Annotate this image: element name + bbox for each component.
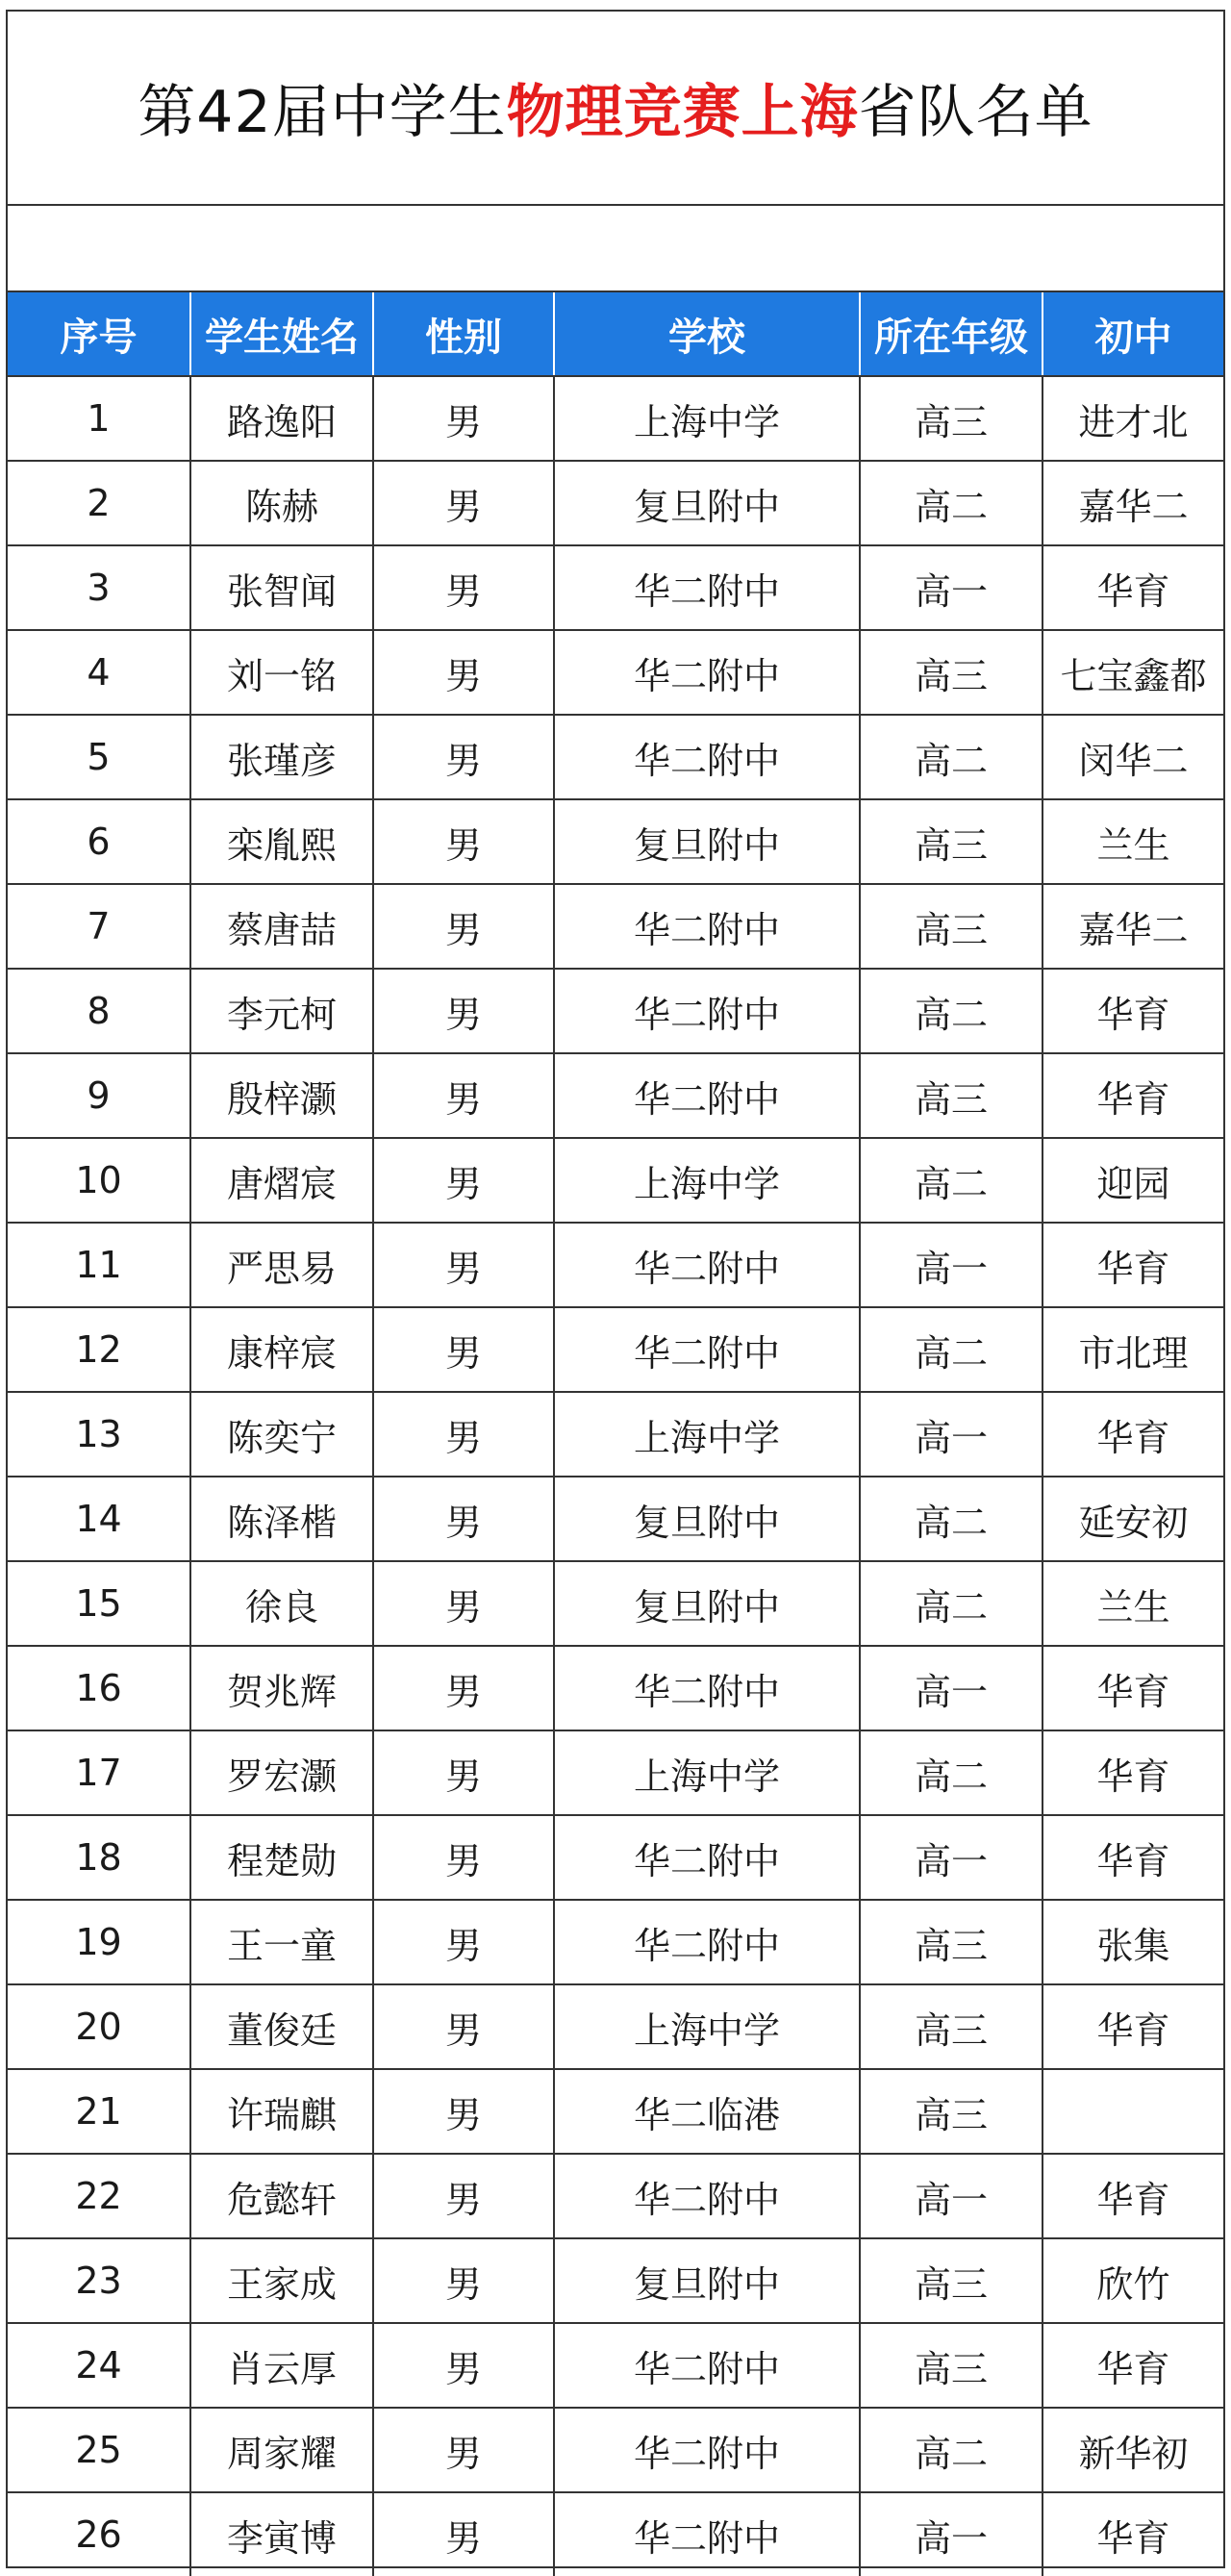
table-row (8, 1477, 1223, 1561)
cell-index: 16 (8, 1646, 190, 1730)
table-body (8, 376, 1223, 2576)
col-header-index: 序号 (8, 292, 190, 376)
table-row (8, 1561, 1223, 1646)
cell-grade: 高三 (860, 630, 1043, 715)
table-row (8, 715, 1223, 799)
cell-school: 华二附中 (554, 1307, 860, 1392)
cell-gender: 男 (373, 1646, 554, 1730)
table-row (8, 2323, 1223, 2408)
table-row (8, 630, 1223, 715)
cell-index: 8 (8, 969, 190, 1053)
cell-school: 复旦附中 (554, 1477, 860, 1561)
cell-index: 18 (8, 1815, 190, 1900)
cell-middle-school: 华育 (1043, 1730, 1223, 1815)
cell-grade: 高一 (860, 1392, 1043, 1477)
cell-middle-school: 华育 (1043, 1223, 1223, 1307)
cell-school: 华二附中 (554, 1900, 860, 1984)
table-row (8, 1900, 1223, 1984)
cell-grade: 高三 (860, 2323, 1043, 2408)
cell-school: 复旦附中 (554, 461, 860, 545)
cell-school: 华二附中 (554, 545, 860, 630)
cell-index: 26 (8, 2492, 190, 2576)
cell-student-name: 王一童 (190, 1900, 373, 1984)
cell-middle-school: 嘉华二 (1043, 884, 1223, 969)
cell-gender: 男 (373, 969, 554, 1053)
cell-student-name: 陈奕宁 (190, 1392, 373, 1477)
cell-school: 复旦附中 (554, 1561, 860, 1646)
table-row (8, 1307, 1223, 1392)
table-row (8, 376, 1223, 461)
cell-school: 上海中学 (554, 1730, 860, 1815)
cell-school: 华二附中 (554, 2492, 860, 2576)
title-part2: 省队名单 (858, 79, 1093, 146)
cell-grade: 高二 (860, 1477, 1043, 1561)
cell-school: 华二附中 (554, 1815, 860, 1900)
cell-gender: 男 (373, 2323, 554, 2408)
table-row (8, 1053, 1223, 1138)
cell-middle-school: 华育 (1043, 969, 1223, 1053)
cell-middle-school: 迎园 (1043, 1138, 1223, 1223)
cell-school: 华二附中 (554, 2323, 860, 2408)
cell-grade: 高二 (860, 461, 1043, 545)
cell-grade: 高二 (860, 969, 1043, 1053)
cell-gender: 男 (373, 1984, 554, 2069)
table-row (8, 1815, 1223, 1900)
cell-middle-school: 兰生 (1043, 1561, 1223, 1646)
cell-gender: 男 (373, 1815, 554, 1900)
cell-student-name: 周家耀 (190, 2408, 373, 2492)
cell-middle-school: 华育 (1043, 2323, 1223, 2408)
blank-row (8, 206, 1223, 292)
cell-gender: 男 (373, 376, 554, 461)
table-row (8, 1138, 1223, 1223)
cell-gender: 男 (373, 2069, 554, 2154)
cell-grade: 高二 (860, 715, 1043, 799)
cell-grade: 高三 (860, 884, 1043, 969)
table-row (8, 1223, 1223, 1307)
cell-index: 2 (8, 461, 190, 545)
cell-middle-school: 华育 (1043, 545, 1223, 630)
cell-middle-school: 华育 (1096, 2516, 1170, 2560)
cell-gender: 男 (373, 884, 554, 969)
cell-gender: 男 (373, 545, 554, 630)
cell-index: 15 (8, 1561, 190, 1646)
cell-index: 6 (8, 799, 190, 884)
cell-index: 7 (8, 884, 190, 969)
cell-student-name: 蔡唐喆 (190, 884, 373, 969)
cell-gender: 男 (373, 715, 554, 799)
cell-index: 20 (8, 1984, 190, 2069)
title-part1: 第42届中学生 (138, 79, 507, 146)
cell-grade: 高一 (860, 1815, 1043, 1900)
col-header-gender: 性别 (373, 292, 554, 376)
cell-school: 上海中学 (554, 1392, 860, 1477)
cell-school: 华二附中 (554, 630, 860, 715)
title-highlight: 物理竞赛上海 (506, 79, 859, 146)
cell-gender: 男 (373, 799, 554, 884)
cell-index: 11 (8, 1223, 190, 1307)
page-title (8, 12, 1223, 206)
cell-student-name: 张瑾彦 (190, 715, 373, 799)
cell-gender: 男 (373, 1138, 554, 1223)
cell-student-name: 董俊廷 (190, 1984, 373, 2069)
cell-student-name: 徐良 (190, 1561, 373, 1646)
cell-grade: 高二 (860, 1730, 1043, 1815)
cell-grade: 高三 (860, 2238, 1043, 2323)
cell-gender: 男 (373, 1477, 554, 1561)
cell-grade: 高三 (860, 799, 1043, 884)
roster-table (8, 292, 1223, 2576)
cell-gender: 男 (373, 1730, 554, 1815)
cell-index: 10 (8, 1138, 190, 1223)
table-row (8, 1392, 1223, 1477)
cell-school: 华二临港 (554, 2069, 860, 2154)
cell-middle-school: 华育 (1043, 1984, 1223, 2069)
cell-student-name: 贺兆辉 (190, 1646, 373, 1730)
cell-index: 14 (8, 1477, 190, 1561)
cell-index: 4 (8, 630, 190, 715)
cell-grade: 高一 (860, 1223, 1043, 1307)
cell-grade: 高二 (860, 1138, 1043, 1223)
cell-index: 22 (8, 2154, 190, 2238)
cell-student-name: 陈泽楷 (190, 1477, 373, 1561)
cell-gender: 男 (373, 1561, 554, 1646)
cell-gender: 男 (373, 1392, 554, 1477)
cell-grade: 高二 (860, 1561, 1043, 1646)
cell-student-name: 唐熠宸 (190, 1138, 373, 1223)
cell-student-name: 程楚勋 (190, 1815, 373, 1900)
cell-gender: 男 (373, 461, 554, 545)
cell-school: 上海中学 (554, 1138, 860, 1223)
cell-grade: 高二 (860, 2408, 1043, 2492)
cell-grade: 高三 (860, 1984, 1043, 2069)
cell-school: 华二附中 (554, 1223, 860, 1307)
cell-middle-school: 华育 (1043, 2154, 1223, 2238)
cell-middle-school: 欣竹 (1043, 2238, 1223, 2323)
cell-index: 12 (8, 1307, 190, 1392)
cell-grade: 高三 (860, 1900, 1043, 1984)
cell-middle-school: 张集 (1043, 1900, 1223, 1984)
cell-index: 23 (8, 2238, 190, 2323)
cell-gender: 男 (373, 2154, 554, 2238)
cell-student-name: 肖云厚 (190, 2323, 373, 2408)
cell-gender: 男 (373, 2238, 554, 2323)
cell-student-name: 刘一铭 (190, 630, 373, 715)
cell-student-name: 许瑞麒 (190, 2069, 373, 2154)
cell-school: 华二附中 (554, 2408, 860, 2492)
cell-school: 华二附中 (554, 969, 860, 1053)
table-header (8, 292, 1223, 376)
cell-school: 华二附中 (554, 715, 860, 799)
table-row (8, 2154, 1223, 2238)
cell-middle-school: 七宝鑫都 (1043, 630, 1223, 715)
header-row (8, 292, 1223, 376)
cell-student-name: 罗宏灏 (190, 1730, 373, 1815)
cell-grade: 高一 (860, 1646, 1043, 1730)
table-row (8, 799, 1223, 884)
cell-middle-school: 新华初 (1043, 2408, 1223, 2492)
cell-student-name: 殷梓灏 (190, 1053, 373, 1138)
cell-middle-school: 进才北 (1043, 376, 1223, 461)
cell-student-name: 李元柯 (190, 969, 373, 1053)
cell-middle-school: 市北理 (1043, 1307, 1223, 1392)
cell-middle-school: 华育 (1043, 1053, 1223, 1138)
table-row (8, 2408, 1223, 2492)
cell-school: 华二附中 (554, 2154, 860, 2238)
table-row (8, 1984, 1223, 2069)
cell-index: 3 (8, 545, 190, 630)
cell-student-name: 张智闻 (190, 545, 373, 630)
table-row (8, 1646, 1223, 1730)
cell-middle-school: 华育 (1043, 1815, 1223, 1900)
cell-middle-school (1043, 2069, 1223, 2154)
table-row (8, 2238, 1223, 2323)
col-header-school: 学校 (554, 292, 860, 376)
roster-sheet (6, 10, 1225, 2568)
cell-grade: 高三 (860, 376, 1043, 461)
cell-middle-school: 闵华二 (1043, 715, 1223, 799)
cell-school: 复旦附中 (554, 799, 860, 884)
cell-student-name: 康梓宸 (190, 1307, 373, 1392)
cell-school: 华二附中 (554, 884, 860, 969)
cell-student-name: 路逸阳 (190, 376, 373, 461)
cell-student-name: 李寅博 (190, 2492, 373, 2576)
cell-middle-school: 嘉华二 (1043, 461, 1223, 545)
col-header-grade: 所在年级 (860, 292, 1043, 376)
cell-gender: 男 (373, 2492, 554, 2576)
table-row (8, 2492, 1223, 2576)
cell-index: 25 (8, 2408, 190, 2492)
cell-grade: 高一 (860, 545, 1043, 630)
cell-index: 17 (8, 1730, 190, 1815)
cell-middle-school: 华育 (1043, 1646, 1223, 1730)
cell-middle-school: 华育 (1043, 1392, 1223, 1477)
table-row (8, 2069, 1223, 2154)
cell-gender: 男 (373, 1053, 554, 1138)
cell-school: 复旦附中 (554, 2238, 860, 2323)
cell-student-name: 陈赫 (190, 461, 373, 545)
cell-index: 9 (8, 1053, 190, 1138)
table-row (8, 969, 1223, 1053)
cell-student-name: 危懿轩 (190, 2154, 373, 2238)
cell-school: 上海中学 (554, 376, 860, 461)
cell-grade: 高三 (860, 2069, 1043, 2154)
table-row (8, 545, 1223, 630)
cell-index: 19 (8, 1900, 190, 1984)
cell-middle-school: 延安初 (1043, 1477, 1223, 1561)
cell-student-name: 栾胤熙 (190, 799, 373, 884)
cell-index: 5 (8, 715, 190, 799)
cell-school: 华二附中 (554, 1646, 860, 1730)
cell-index: 24 (8, 2323, 190, 2408)
cell-gender: 男 (373, 630, 554, 715)
cell-gender: 男 (373, 1900, 554, 1984)
cell-index: 1 (8, 376, 190, 461)
cell-gender: 男 (373, 1307, 554, 1392)
col-header-middle-school: 初中 (1043, 292, 1223, 376)
cell-gender: 男 (373, 2408, 554, 2492)
cell-index: 13 (8, 1392, 190, 1477)
cell-student-name: 王家成 (190, 2238, 373, 2323)
cell-grade: 高二 (860, 1307, 1043, 1392)
cell-gender: 男 (373, 1223, 554, 1307)
col-header-name: 学生姓名 (190, 292, 373, 376)
table-row (8, 884, 1223, 969)
cell-school: 上海中学 (554, 1984, 860, 2069)
cell-index: 21 (8, 2069, 190, 2154)
table-row (8, 461, 1223, 545)
cell-grade: 高一 (860, 2154, 1043, 2238)
table-row (8, 1730, 1223, 1815)
cell-grade: 高三 (860, 1053, 1043, 1138)
cell-grade: 高一 (860, 2492, 1043, 2576)
cell-middle-school: 兰生 (1043, 799, 1223, 884)
cell-student-name: 严思易 (190, 1223, 373, 1307)
cell-school: 华二附中 (554, 1053, 860, 1138)
